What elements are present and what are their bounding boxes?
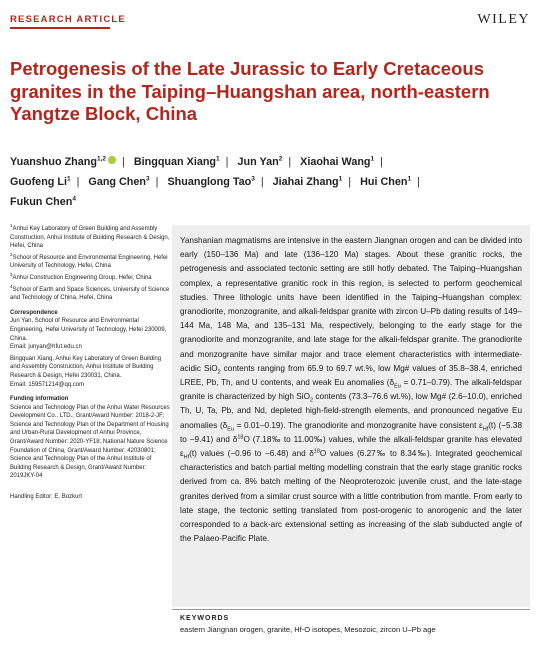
author-name[interactable]: Shuanglong Tao <box>167 176 252 188</box>
page-header <box>10 12 530 30</box>
author-affiliation-ref: 1 <box>66 175 71 183</box>
correspondence-entry: Jun Yan, School of Resource and Environmental Engineering, Hefei University of Technology, Hefei 230009, China. Email: junyan@hfut.edu.cn <box>10 318 167 351</box>
correspondence-block <box>10 309 170 389</box>
author-name[interactable]: Bingquan Xiang <box>133 156 217 168</box>
affiliation-item: $^2$School of Resource and Environmental Engineering, Hefei University of Technology, Hefei, China <box>10 251 168 270</box>
author-list <box>10 152 530 212</box>
author-separator: | <box>155 176 159 188</box>
author-separator: | <box>348 176 352 188</box>
keywords-section <box>172 609 530 641</box>
article-type-label: RESEARCH ARTICLE <box>10 14 126 25</box>
author-name[interactable]: Jiahai Zhang <box>272 176 339 188</box>
affiliation-item: $^1$Anhui Key Laboratory of Green Building and Assembly Construction, Anhui Institute of Building Research & Design, Hefei, China <box>10 223 170 250</box>
email-link[interactable]: Email: 159571214@qq.com <box>10 381 85 388</box>
affiliation-item: $^4$School of Earth and Space Sciences, University of Science and Technology of China, Hefei, China <box>10 283 170 302</box>
publisher-logo: WILEY <box>477 12 530 27</box>
affiliation-item: $^3$Anhui Construction Engineering Group, Hefei, China <box>10 271 152 281</box>
affiliations-block <box>10 225 170 303</box>
author-affiliation-ref: 1 <box>370 155 375 163</box>
article-type-underline <box>10 27 110 29</box>
author-name[interactable]: Hui Chen <box>360 176 408 188</box>
author-name[interactable]: Yuanshuo Zhang <box>10 156 97 168</box>
correspondence-heading: Correspondence <box>10 309 58 316</box>
orcid-icon[interactable] <box>108 156 116 164</box>
author-separator: | <box>260 176 264 188</box>
funding-block <box>10 395 170 481</box>
funding-text: Science and Technology Plan of the Anhui Water Resources Development Co., LTD., Grant/Award Number: 2018-2-JF; Science and Technology Plan of the Department of Housing and Urban-Rural Development of Anhui Province, Grant/Award Number: 2020-YF18; National Nature Science Foundation of China, Grant/Award Number: 42030801; Science and Technology Plan of the Anhui Institute of Building Research & Design, Grant/Award Number: 2019JKY-04 <box>10 404 170 480</box>
author-affiliation-ref: 1,2 <box>96 155 107 163</box>
author-affiliation-ref: 3 <box>251 175 255 183</box>
author-affiliation-ref: 1 <box>338 175 343 183</box>
article-sidebar <box>10 225 170 505</box>
handling-editor: Handling Editor: E. Bozkurt <box>10 494 83 501</box>
author-name[interactable]: Xiaohai Wang <box>300 156 371 168</box>
author-separator: | <box>417 176 420 188</box>
author-affiliation-ref: 2 <box>278 155 283 163</box>
email-link[interactable]: Email: junyan@hfut.edu.cn <box>10 344 82 351</box>
keywords-list: eastern Jiangnan orogen, granite, Hf-O isotopes, Mesozoic, zircon U–Pb age <box>180 625 436 634</box>
author-affiliation-ref: 1 <box>407 175 412 183</box>
abstract-panel <box>172 225 530 607</box>
author-separator: | <box>225 156 229 168</box>
author-separator: | <box>76 176 80 188</box>
author-name[interactable]: Gang Chen <box>88 176 147 188</box>
funding-heading: Funding information <box>10 396 69 403</box>
author-name[interactable]: Jun Yan <box>237 156 279 168</box>
author-affiliation-ref: 1 <box>216 155 220 163</box>
author-separator: | <box>288 156 292 168</box>
abstract-text: Yanshanian magmatisms are intensive in the eastern Jiangnan orogen and can be divided into early (150–136 Ma) and late (136–120 Ma) stages. About these granitic rocks, the petrogenesis and associated tectonic setting are still hotly debated. The Taiping–Huangshan complex, a representative granitic rock in this region, is selected to perform geochemical studies. Three lithologic units have been identified in the Taiping–Huangshan complex: granodiorite, monzogranite, and alkali-feldspar granite with zircon U–Pb dating results of 149–144 Ma, 148 Ma, and 135–131 Ma, respectively, belonging to the early stage for the granodiorite and monzogranite, and late stage for the alkali-feldspar granite. The granodiorite and monzogranite have similar major and trace element characteristics with intermediate-acidic SiO$_2$ contents ranging from 65.9 to 69.7 wt.%, low Mg# values of 35.8–38.4, enriched LREE, Pb, Th, and U contents, and weak Eu anomalies $(\delta_{Eu} = 0.71-0.79)$. The alkali-feldspar granite is characterized by high SiO$_2$ contents (73.3–76.6 wt.%), low Mg# (2.6–10.0), enriched Th, U, Ta, Pb, and Nd, depleted high-field-strength elements, and pronounced negative Eu anomalies $(\delta_{Eu} = 0.01-0.19)$. The granodiorite and monzogranite have consistent $\varepsilon_{Hf}(t)$ (−5.38 to −9.41) and $\delta^{18}O$ (7.18‰ to 11.00‰) values, while the alkali-feldspar granite has elevated $\varepsilon_{Hf}(t)$ values (−0.96 to −6.48) and $\delta^{18}O$ values (6.27‰ to 8.34‰). Integrated geochemical characteristics and batch partial melting modelling constrain that the early stage granitic rocks derived from ca. 8% batch melting of the Neoproterozoic juvenile crust, and the late-stage granites derived from a similar crust source with a little contribution from mantle. From early to late stage, the tectonic setting translated from post-orogenic to anorogenic and the later corresponded to a back-arc extensional setting as increasing of the slab subducted angle of the Palaeo-Pacific Plate. <box>180 236 522 544</box>
author-affiliation-ref: 3 <box>146 175 150 183</box>
author-name[interactable]: Fukun Chen <box>10 196 73 208</box>
author-separator: | <box>122 156 125 168</box>
author-affiliation-ref: 4 <box>72 195 77 203</box>
keywords-heading: KEYWORDS <box>180 615 230 622</box>
correspondence-entry: Bingquan Xiang, Anhui Key Laboratory of Green Building and Assembly Construction, Anhui Institute of Building Research & Design, Hefei 230031, China. Email: 159571214@qq.com <box>10 355 162 388</box>
author-separator: | <box>380 156 383 168</box>
article-title: Petrogenesis of the Late Jurassic to Early Cretaceous granites in the Taiping–Huangshan area, north-eastern Yangtze Block, China <box>10 58 490 124</box>
author-name[interactable]: Guofeng Li <box>10 176 67 188</box>
